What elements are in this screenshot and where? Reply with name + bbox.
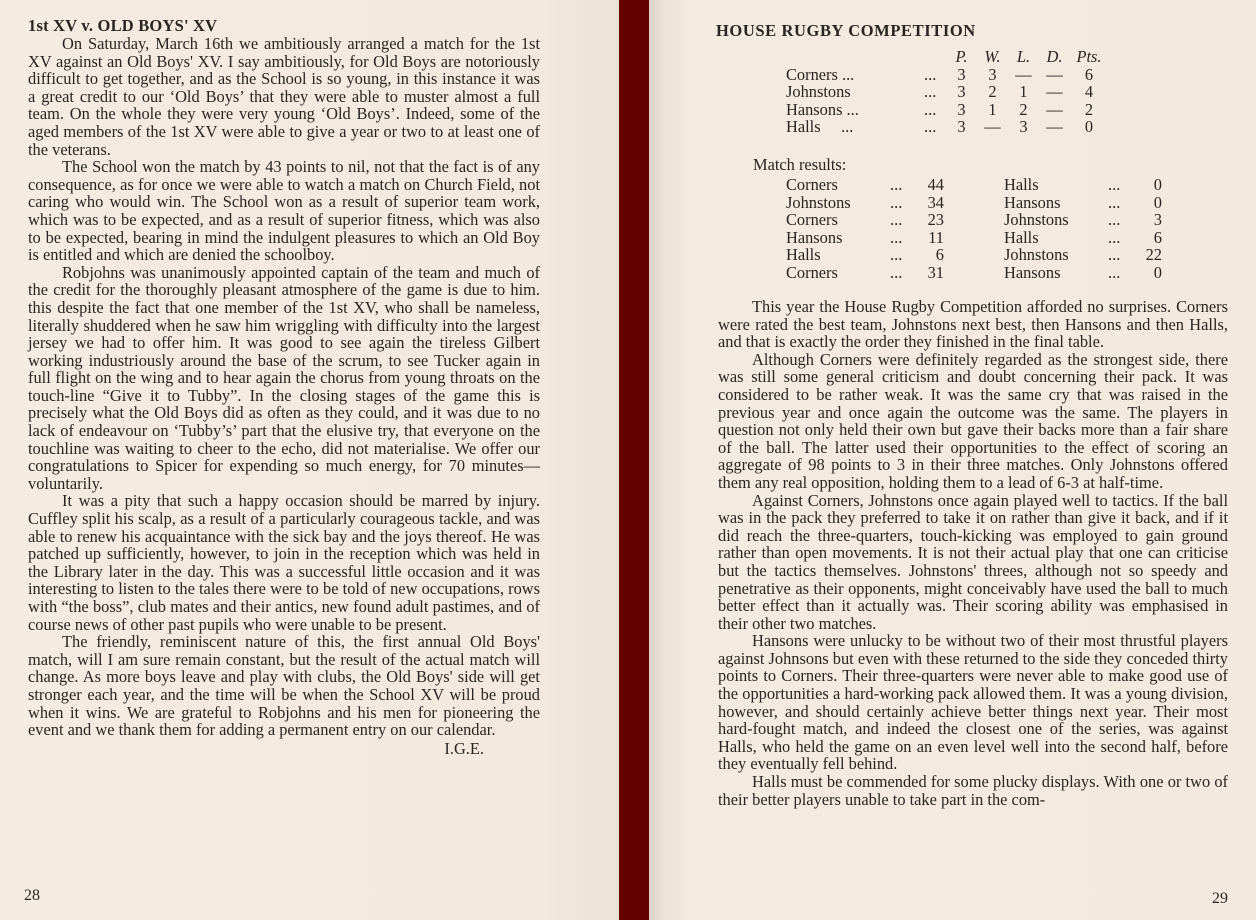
result-row: Corners ... 44 Halls ... 0: [786, 175, 1162, 194]
match-results-label: Match results:: [753, 155, 847, 174]
result-row: Johnstons ... 34 Hansons ... 0: [786, 192, 1162, 212]
article-heading: 1st XV v. OLD BOYS' XV: [28, 16, 218, 35]
result-row: Halls ... 6 Johnstons ... 22: [786, 245, 1162, 265]
section-heading: HOUSE RUGBY COMPETITION: [716, 21, 976, 40]
page-number-left: 28: [24, 887, 40, 904]
paragraph: Against Corners, Johnstons once again played well to tactics. If the ball was in the pack they preferred to take it on rather than give it back, and if it did reach the three-quarters, touch-kicking was employed to gain ground rather than open movements. It is not their actual play that one can criticise but the tactics themselves. Johnstons' threes, although not so speedy and penetrative as their opponents, might conceivably have used the ball to much better effect than it actually was. Their scoring ability was emphasised in their other two matches.: [718, 490, 1228, 633]
right-article: [718, 298, 1228, 808]
match-results-table: [786, 176, 1162, 282]
left-article: [28, 17, 540, 758]
book-spine: [619, 0, 649, 920]
col-drawn: D.: [1046, 47, 1063, 66]
paragraph: On Saturday, March 16th we ambitiously arranged a match for the 1st XV against an Old Boys' XV. I say ambitiously, for Old Boys are notoriously difficult to get together, and as the School is so young, in this instance it was a great credit to our ‘Old Boys’ that they were able to muster almost a full team. On the whole they were very young ‘Old Boys’. Indeed, some of the aged members of the 1st XV were able to give a year or two to at least one of the veterans.: [28, 34, 540, 159]
league-row: Halls ... ... 3 — 3 — 0: [786, 117, 1094, 137]
paragraph: It was a pity that such a happy occasion should be marred by injury. Cuffley split his scalp, as a result of a particularly courageous tackle, and was able to renew his acquaintance with the sick bay and the joys thereof. He was patched up sufficiently, however, to join in the reception which was held in the Library later in the day. This was a successful little occasion and it was interesting to listen to the tales there were to be told of new occupations, rows with “the boss”, club mates and their antics, new found adult pastimes, and of course news of other past pupils who were unable to be present.: [28, 491, 540, 634]
league-row: Corners ... ... 3 3 — — 6: [786, 64, 1094, 84]
paragraph: Halls must be commended for some plucky displays. With one or two of their better players unable to take part in the com-: [718, 772, 1228, 809]
col-points: Pts.: [1076, 47, 1102, 66]
page-number-right: 29: [1212, 890, 1228, 907]
col-lost: L.: [1016, 47, 1031, 66]
league-row: Johnstons ... 3 2 1 — 4: [786, 82, 1094, 102]
league-row: Hansons ... ... 3 1 2 — 2: [786, 99, 1094, 119]
result-row: Corners ... 31 Hansons ... 0: [786, 262, 1162, 282]
author-signature: I.G.E.: [444, 738, 484, 758]
paragraph: Hansons were unlucky to be without two of their most thrustful players against Johnsons but even with these returned to the side they conceded thirty points to Corners. Their three-quarters were never able to make good use of the opportunities a hard-working pack allowed them. It was a young division, however, and should certainly achieve better things next year. Their most hard-fought match, and indeed the closest one of the series, was against Halls, who held the game on an even level well into the second half, before they eventually fell behind.: [718, 631, 1228, 774]
col-won: W.: [984, 47, 1001, 66]
col-played: P.: [955, 47, 968, 66]
result-row: Corners ... 23 Johnstons ... 3: [786, 210, 1162, 230]
result-row: Hansons ... 11 Halls ... 6: [786, 227, 1162, 247]
paragraph: This year the House Rugby Competition afforded no surprises. Corners were rated the best team, Johnstons next best, then Hansons and then Halls, and that is exactly the order they finished in the final table.: [718, 297, 1228, 352]
league-header-row: [786, 48, 1108, 66]
paragraph: Although Corners were definitely regarded as the strongest side, there was still some general criticism and doubt concerning their pack. It was considered to be rather weak. It was the same cry that was raised in the previous year and once again the outcome was the same. The players in question not only held their own but gave their backs more than a fair share of the ball. The latter used their opportunities to the effect of scoring an aggregate of 98 points to 3 in their three matches. Only Johnstons offered them any real opposition, holding them to a lead of 6-3 at half-time.: [718, 349, 1228, 492]
paragraph: Robjohns was unanimously appointed captain of the team and much of the credit for the thoroughly pleasant atmosphere of the game is due to him. this despite the fact that one member of the 1st XV, who shall be nameless, literally shuddered when he saw him wriggling with difficulty into the largest jersey we had to offer him. It was good to see again the tireless Gilbert working industriously around the base of the scrum, to see Tucker again in full flight on the wing and to hear again the chorus from young throats on the touch-line “Give it to Tubby”. In the closing stages of the game this is precisely what the Old Boys did as often as they could, and it was due to no lack of endeavour on ‘Tubby’s’ part that the elusive try, that everyone on the touchline was waiting to cheer to the echo, did not materialise. We offer our congratulations to Spicer for expending so much energy, for 70 minutes—voluntarily.: [28, 262, 540, 493]
paragraph: The friendly, reminiscent nature of this, the first annual Old Boys' match, will I am sure remain constant, but the result of the actual match will change. As more boys leave and play with clubs, the Old Boys' side will get stronger each year, and the time will be when the School XV will be proud when it wins. We are grateful to Robjohns and his men for pioneering the event and we thank them for adding a permanent entry on our calendar.: [28, 632, 540, 740]
paragraph: The School won the match by 43 points to nil, not that the fact is of any consequence, as for once we were able to watch a match on Church Field, not caring who would win. The School won as a result of superior team work, which was to be expected, and as a result of superior fitness, which was also to be expected, bearing in mind the indulgent pleasures to which an Old Boy is entitled and which are denied the schoolboy.: [28, 157, 540, 265]
league-table: [786, 48, 1108, 136]
